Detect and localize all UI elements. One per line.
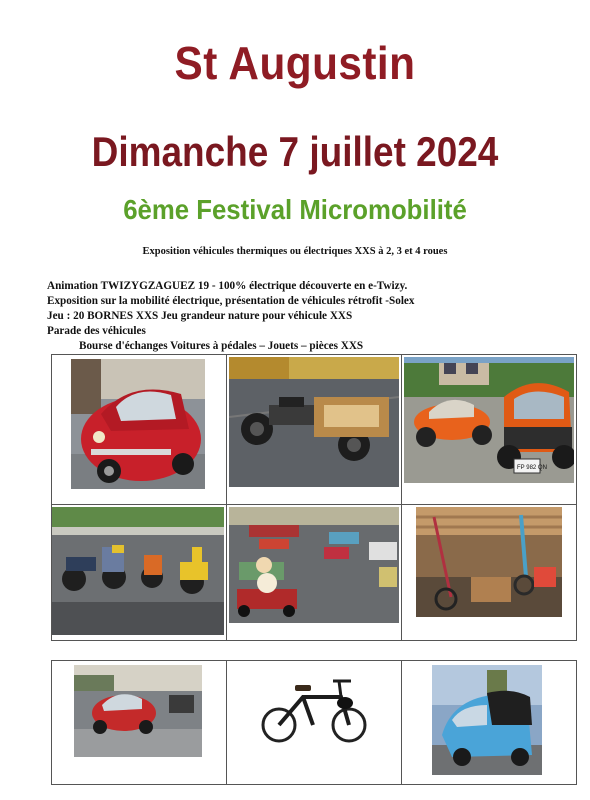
photo-cell [227,505,402,641]
photo-grid-top [51,354,577,641]
festival-name: 6ème Festival Micromobilité [123,194,467,225]
photo-cell [227,355,402,505]
photo-cell [52,355,227,505]
photo-cell [402,661,577,785]
pedal-cars-photo [229,507,399,623]
program-line-swap-meet: Bourse d'échanges Voitures à pédales – Jouets – pièces XXS [79,340,364,352]
red-microcar-photo [74,665,202,757]
license-plate-text: FP 982 QN [517,465,547,471]
program-line-game: Jeu : 20 BORNES XXS Jeu grandeur nature pour véhicule XXS [47,310,353,322]
mopeds-photo [52,507,224,635]
photo-grid-bottom [51,660,577,785]
photo-cell [402,505,577,641]
program-line-exposition: Exposition sur la mobilité électrique, présentation de véhicules rétrofit -Solex [47,295,415,307]
program-line-parade: Parade des véhicules [47,325,146,337]
red-bubble-car-photo [71,359,205,489]
photo-cell [402,355,577,505]
exhibition-headline: Exposition véhicules thermiques ou électriques XXS à 2, 3 et 4 roues [142,246,448,257]
town-title: St Augustin [174,37,416,89]
scooters-garage-photo [416,507,562,617]
blue-microcar-photo [432,665,542,775]
solex-moped-photo [261,675,367,749]
photo-cell [227,661,402,785]
photo-cell [52,661,227,785]
orange-twizy-photo [404,357,574,483]
event-date: Dimanche 7 juillet 2024 [91,128,499,175]
program-description [47,279,567,354]
motorcycle-sidecar-photo [229,357,399,487]
photo-cell [52,505,227,641]
program-line-animation: Animation TWIZYGZAGUEZ 19 - 100% électrique découverte en e-Twizy. [47,280,408,292]
